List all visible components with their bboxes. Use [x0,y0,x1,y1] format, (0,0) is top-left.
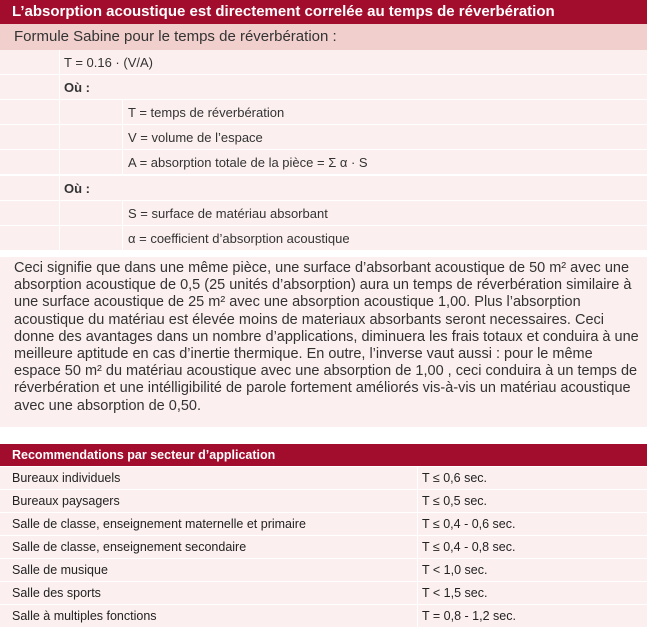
sector-cell: Bureaux individuels [12,471,121,485]
where-row [0,176,647,201]
page-title: L’absorption acoustique est directement correlée au temps de réverbération [0,0,647,24]
indent-cell [0,226,60,250]
time-cell: T ≤ 0,5 sec. [422,494,487,508]
indent-cell [60,226,123,250]
table-row [0,559,647,582]
definition-row [0,150,647,175]
table-row [0,605,647,628]
time-cell: T < 1,5 sec. [422,586,488,600]
indent-cell [60,201,123,225]
table-row [0,536,647,559]
where-row [0,75,647,100]
sector-cell: Salle à multiples fonctions [12,609,157,623]
formula-header: Formule Sabine pour le temps de réverbération : [0,24,647,50]
formula-text: T = 0.16 · (V/A) [64,55,153,70]
definition-text: T = temps de réverbération [128,105,285,120]
indent-cell [0,100,60,124]
table-row [0,490,647,513]
definition-text: A = absorption totale de la pièce = Σ α · S [128,155,368,170]
definition-row [0,125,647,150]
time-cell: T ≤ 0,4 - 0,6 sec. [422,517,516,531]
definition-text: V = volume de l’espace [128,130,263,145]
explanation-paragraph: Ceci signifie que dans une même pièce, une surface d’absorbant acoustique de 50 m² avec une absorption acoustique de 0,5 (25 unités d’absorption) aura un temps de réverbération similaire à une surface acoustique de 25 m² avec une absorption acoustique 1,00. Plus l’absorption acoustique du matériau est élevée moins de materiaux absorbants seront necessaires. Ceci donne des avantages dans un nombre d’applications, diminuera les frais totaux et conduira à une meilleure aptitude en cas d’inertie thermique. En outre, l’inverse vaut aussi : pour le même espace 50 m² du matériau acoustique avec une absorption de 1,00 , ceci conduira à un temps de réverbération et une intélligibilité de parole fortement améliorés vis-à-vis un matériau acoustique avec une absorption de 0,50. [0,257,647,427]
table-row [0,582,647,605]
indent-cell [0,150,60,174]
sector-cell: Bureaux paysagers [12,494,120,508]
where-label: Où : [64,181,90,196]
definition-row [0,226,647,251]
where-label: Où : [64,80,90,95]
definition-row [0,201,647,226]
time-cell: T < 1,0 sec. [422,563,488,577]
indent-cell [60,125,123,149]
table-row [0,513,647,536]
indent-cell [0,50,60,74]
definition-text: α = coefficient d’absorption acoustique [128,231,350,246]
time-cell: T ≤ 0,4 - 0,8 sec. [422,540,516,554]
indent-cell [0,75,60,99]
table-row [0,467,647,490]
indent-cell [60,100,123,124]
indent-cell [60,150,123,174]
sector-cell: Salle de musique [12,563,108,577]
time-cell: T = 0,8 - 1,2 sec. [422,609,516,623]
indent-cell [0,176,60,200]
definition-row [0,100,647,125]
sector-cell: Salle des sports [12,586,101,600]
sector-cell: Salle de classe, enseignement maternelle et primaire [12,517,306,531]
indent-cell [0,125,60,149]
formula-row [0,50,647,75]
definition-text: S = surface de matériau absorbant [128,206,328,221]
time-cell: T ≤ 0,6 sec. [422,471,487,485]
indent-cell [0,201,60,225]
recommendations-header: Recommendations par secteur d’application [0,444,647,466]
sector-cell: Salle de classe, enseignement secondaire [12,540,247,554]
